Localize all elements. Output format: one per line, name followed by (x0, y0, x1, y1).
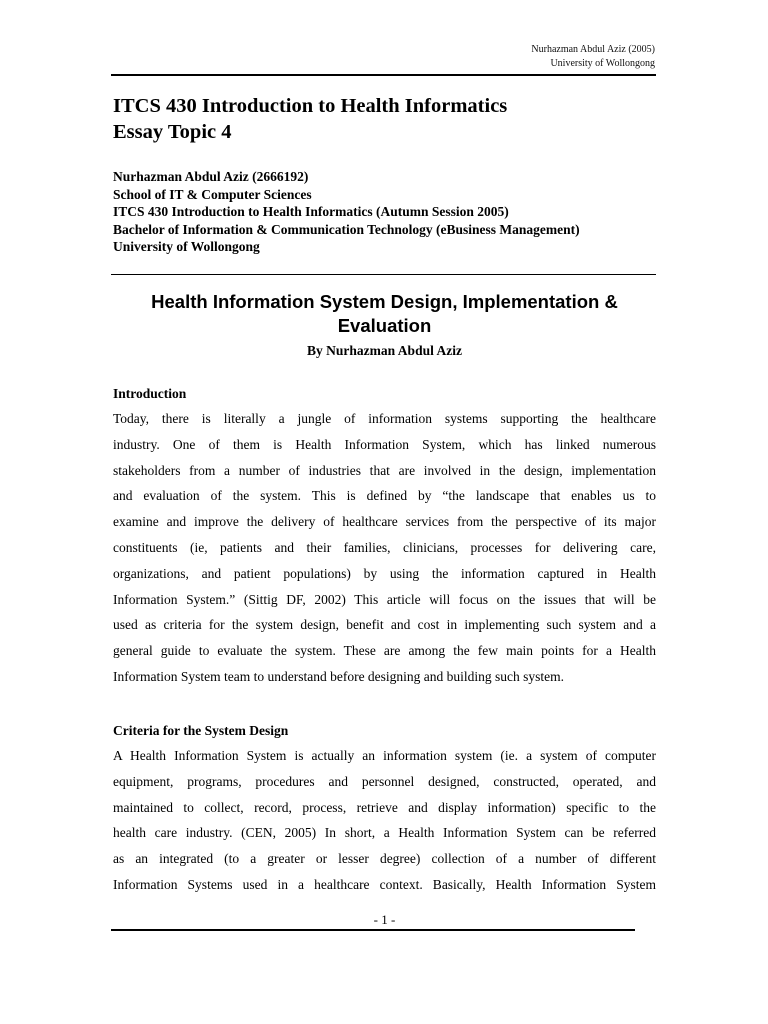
header-rule (111, 74, 656, 76)
article-title-line: Health Information System Design, Implementation & (151, 291, 618, 312)
body-line: industry. One of them is Health Information System, which has linked numerous (113, 436, 656, 452)
body-line: equipment, programs, procedures and personnel designed, constructed, operated, and (113, 773, 656, 789)
body-line: stakeholders from a number of industries that are involved in the design, implementation (113, 462, 656, 478)
body-line: Today, there is literally a jungle of information systems supporting the healthcare (113, 411, 656, 426)
running-header (531, 43, 655, 71)
author-info-block (113, 168, 580, 256)
running-header-university: University of Wollongong (550, 58, 655, 69)
page-number: - 1 - (373, 912, 396, 927)
author-degree: Bachelor of Information & Communication Technology (eBusiness Management) (113, 221, 580, 237)
author-school: School of IT & Computer Sciences (113, 186, 312, 202)
section-rule (111, 274, 656, 275)
footer-rule (111, 929, 635, 931)
article-title (113, 290, 656, 338)
document-title-topic: Essay Topic 4 (113, 121, 232, 143)
body-line: used as criteria for the system design, benefit and cost in implementing such system and a (113, 617, 656, 633)
body-line: general guide to evaluate the system. These are among the few main points for a Health (113, 643, 656, 659)
body-line: examine and improve the delivery of healthcare services from the perspective of its major (113, 514, 656, 530)
section-body-criteria (113, 743, 656, 898)
body-line: constituents (ie, patients and their families, clinicians, processes for delivering care, (113, 539, 656, 555)
section-heading-introduction: Introduction (113, 386, 187, 401)
section-heading-criteria: Criteria for the System Design (113, 723, 289, 738)
author-university: University of Wollongong (113, 239, 260, 255)
running-header-author: Nurhazman Abdul Aziz (2005) (531, 44, 655, 55)
body-line: maintained to collect, record, process, retrieve and display information) specific to the (113, 799, 656, 815)
body-line: Information Systems used in a healthcare context. Basically, Health Information System (113, 876, 656, 892)
body-line: Information System.” (Sittig DF, 2002) This article will focus on the issues that will be (113, 591, 656, 607)
document-title (113, 93, 507, 145)
body-line: health care industry. (CEN, 2005) In short, a Health Information System can be referred (113, 825, 656, 841)
body-line: Information System team to understand before designing and building such system. (113, 668, 565, 684)
section-body-introduction (113, 406, 656, 690)
article-byline: By Nurhazman Abdul Aziz (307, 343, 462, 358)
body-line: as an integrated (to a greater or lesser degree) collection of a number of different (113, 851, 656, 867)
article-title-line: Evaluation (337, 315, 432, 336)
author-course: ITCS 430 Introduction to Health Informatics (Autumn Session 2005) (113, 204, 509, 220)
document-title-course: ITCS 430 Introduction to Health Informatics (113, 95, 508, 117)
body-line: A Health Information System is actually an information system (ie. a system of computer (113, 748, 656, 763)
body-line: and evaluation of the system. This is defined by “the landscape that enables us to (113, 488, 656, 504)
author-name: Nurhazman Abdul Aziz (2666192) (113, 169, 309, 184)
body-line: organizations, and patient populations) by using the information captured in Health (113, 565, 656, 581)
